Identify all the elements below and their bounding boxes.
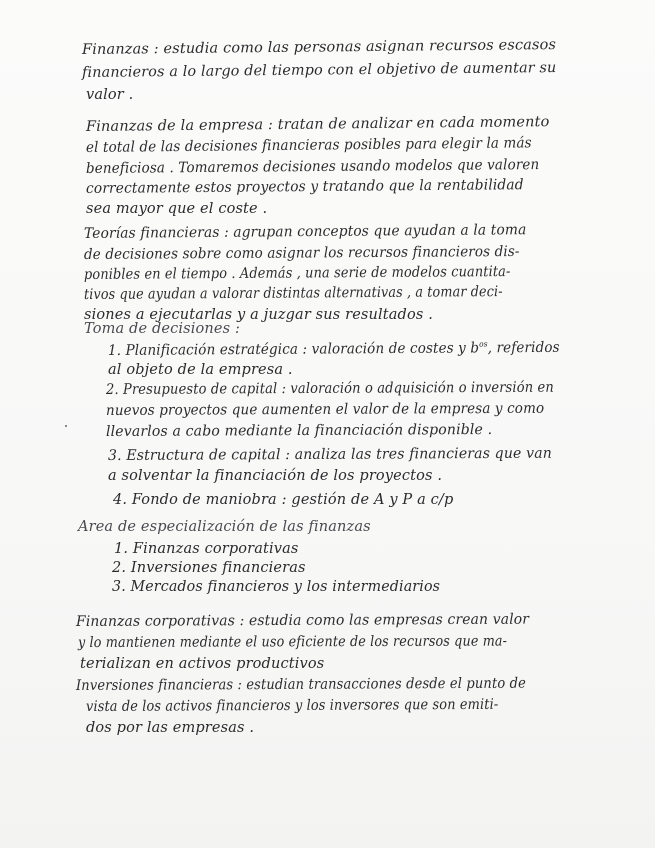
teorias-line-3: ponibles en el tiempo . Además , una serie de modelos cuantita- — [83, 264, 511, 283]
area-item-3: 3. Mercados financieros y los intermediarios — [112, 579, 441, 595]
finanzas-empresa-line-4: correctamente estos proyectos y tratando que la rentabilidad — [85, 177, 524, 197]
toma-decisiones-heading: Toma de decisiones : — [84, 321, 241, 337]
toma-item-2-line-2: nuevos proyectos que aumenten el valor de la empresa y como — [105, 400, 545, 419]
inversiones-line-3: dos por las empresas . — [86, 720, 255, 736]
finanzas-line-3: valor . — [86, 87, 134, 103]
corporativas-line-1: Finanzas corporativas : estudia como las empresas crean valor — [75, 611, 530, 630]
teorias-line-5: siones a ejecutarlas y a juzgar sus resultados . — [84, 307, 433, 323]
finanzas-empresa-line-5: sea mayor que el coste . — [86, 201, 268, 217]
finanzas-empresa-line-2: el total de las decisiones financieras posibles para elegir la más — [85, 135, 532, 156]
toma-item-1-line-2: al objeto de la empresa . — [108, 362, 293, 378]
toma-item-2-line-1: 2. Presupuesto de capital : valoración o adquisición o inversión en — [105, 379, 554, 398]
finanzas-line-1: Finanzas : estudia como las personas asignan recursos escasos — [81, 37, 557, 58]
finanzas-empresa-line-3: beneficiosa . Tomaremos decisiones usando modelos que valoren — [85, 157, 540, 177]
area-item-2: 2. Inversiones financieras — [112, 560, 306, 576]
finanzas-line-2: financieros a lo largo del tiempo con el objetivo de aumentar su — [81, 60, 557, 81]
area-item-1: 1. Finanzas corporativas — [114, 541, 299, 557]
toma-item-2-line-3: llevarlos a cabo mediante la financiación disponible . — [105, 421, 493, 440]
ink-dot — [65, 425, 67, 427]
corporativas-line-2: y lo mantienen mediante el uso eficiente de los recursos que ma- — [77, 633, 508, 651]
toma-item-1-line-1: 1. Planificación estratégica : valoración de costes y $b^{os}$, referidos — [107, 339, 560, 359]
toma-item-4: 4. Fondo de maniobra : gestión de A y P a c/p — [113, 492, 454, 508]
teorias-line-1: Teorías financieras : agrupan conceptos que ayudan a la toma — [83, 222, 527, 242]
inversiones-line-2: vista de los activos financieros y los inversores que son emiti- — [85, 696, 499, 715]
teorias-line-4: tivos que ayudan a valorar distintas alternativas , a tomar deci- — [83, 284, 503, 303]
corporativas-line-3: terializan en activos productivos — [80, 656, 325, 672]
inversiones-line-1: Inversiones financieras : estudian transacciones desde el punto de — [75, 675, 526, 694]
area-heading: Area de especialización de las finanzas — [78, 519, 371, 535]
finanzas-empresa-line-1: Finanzas de la empresa : tratan de analizar en cada momento — [85, 114, 550, 135]
teorias-line-2: de decisiones sobre como asignar los recursos financieros dis- — [83, 243, 520, 263]
toma-item-3-line-2: a solventar la financiación de los proyectos . — [108, 468, 443, 484]
toma-item-3-line-1: 3. Estructura de capital : analiza las tres financieras que van — [107, 445, 552, 464]
